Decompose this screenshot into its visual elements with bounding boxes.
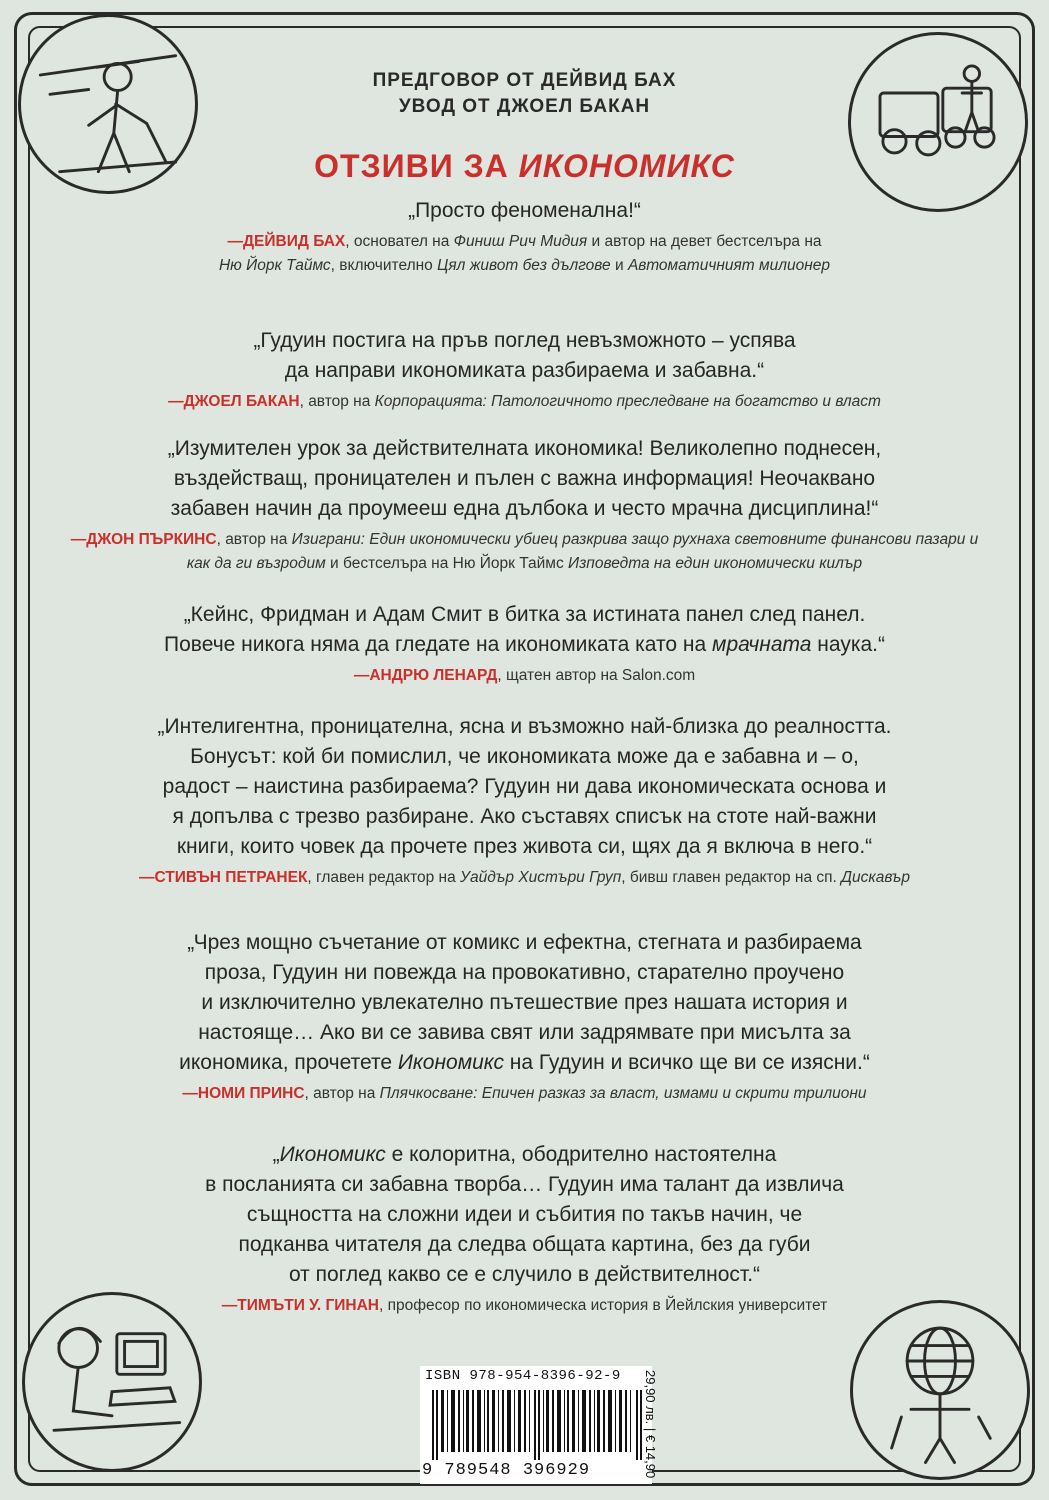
quote-text: „ (272, 1143, 280, 1166)
attr-text: , основател на (345, 233, 454, 250)
review-quote (0, 712, 1049, 862)
attr-title: Ню Йорк Таймс (218, 257, 331, 274)
quote-emphasis: мрачната (712, 633, 812, 656)
quote-text: наука.“ (811, 633, 885, 656)
attr-text: , автор на (299, 393, 375, 410)
reviews-heading (0, 148, 1049, 185)
quote-line: същността на сложни идеи и събития по такъв начин, че (246, 1203, 803, 1226)
quote-text: на Гудуин и всичко ще ви се изясни.“ (503, 1051, 870, 1074)
quote-text: Повече никога няма да гледате на икономиката като на (164, 633, 713, 656)
credits (0, 68, 1049, 120)
reviewer-name: —ТИМЪТИ У. ГИНАН (221, 1297, 379, 1314)
quote-line: в посланията си забавна творба… Гудуин има талант да извлича (205, 1173, 844, 1196)
review-attribution (0, 866, 1049, 890)
foreword-credit: ПРЕДГОВОР ОТ ДЕЙВИД БАХ (372, 70, 677, 91)
attr-title: Изповедта на един икономически килър (568, 555, 863, 572)
attr-text: и автор на девет бестселъра на (587, 233, 822, 250)
quote-line: „Гудуин постига на пръв поглед невъзможното – успява (253, 329, 796, 352)
quote-line: въздействащ, проницателен и пълен с важна информация! Неочаквано (173, 467, 876, 490)
reviewer-name: —ДЖОЕЛ БАКАН (168, 393, 300, 410)
attr-title: Плячкосване: Епичен разказ за власт, измами и скрити трилиони (379, 1085, 867, 1102)
review-quote (0, 600, 1049, 660)
attr-text: и бестселъра на Ню Йорк Таймс (325, 555, 568, 572)
attr-text: , включително (330, 257, 438, 274)
attr-title: Изиграни: Един икономически убиец разкрива защо рухнаха световните финансови пазари и (291, 531, 979, 548)
quote-line: от поглед какво се е случило в действителност.“ (288, 1263, 761, 1286)
review-attribution (0, 1082, 1049, 1106)
quote-line: „Изумителен урок за действителната икономика! Великолепно поднесен, (167, 437, 882, 460)
quote-text: е колоритна, ободрително настоятелна (385, 1143, 777, 1166)
review-quote (0, 1140, 1049, 1290)
review-prins (0, 928, 1049, 1106)
attr-text: , професор по икономическа история в Йейлския университет (378, 1297, 828, 1314)
quote-text: икономика, прочетете (179, 1051, 398, 1074)
quote-line: радост – наистина разбираема? Гудуин ни дава икономическата основа и (162, 775, 887, 798)
reviews-heading-prefix: ОТЗИВИ ЗА (314, 148, 519, 184)
reviewer-name: —АНДРЮ ЛЕНАРД (353, 667, 498, 684)
review-quote (0, 326, 1049, 386)
reviewer-name: —НОМИ ПРИНС (182, 1085, 305, 1102)
quote-line (0, 630, 1049, 660)
review-quote (0, 434, 1049, 524)
quote-line (0, 1140, 1049, 1170)
review-attribution (0, 390, 1049, 414)
vintage-cars-illustration (848, 32, 1028, 212)
quote-line: „Интелигентна, проницателна, ясна и възможно най-близка до реалността. (157, 715, 892, 738)
attr-text: , бивш главен редактор на сп. (621, 869, 842, 886)
review-attribution (0, 1294, 1049, 1318)
review-leonard (0, 600, 1049, 688)
quote-line: „Кейнс, Фридман и Адам Смит в битка за истината панел след панел. (183, 603, 866, 626)
quote-line: „Чрез мощно съчетание от комикс и ефектна, стегната и разбираема (187, 931, 862, 954)
review-attribution (0, 664, 1049, 688)
attr-title: Дискавър (841, 869, 911, 886)
attr-text: , автор на (216, 531, 292, 548)
reviewer-name: —ДЕЙВИД БАХ (227, 233, 346, 250)
quote-emphasis: Икономикс (397, 1051, 504, 1074)
barcode-digits: 9 789548 396929 (422, 1461, 591, 1480)
computer-woman-illustration (22, 1292, 202, 1472)
attr-text: , автор на (304, 1085, 380, 1102)
attr-text: , щатен автор на Salon.com (497, 667, 696, 684)
review-perkins (0, 434, 1049, 576)
review-attribution (0, 528, 1049, 576)
quote-line: проза, Гудуин ни повежда на провокативно, старателно проучено (204, 961, 845, 984)
attr-title: Автоматичният милионер (627, 257, 830, 274)
globe-character-illustration (850, 1300, 1030, 1480)
quote-line: Бонусът: кой би помислил, че икономиката може да е забавна и – о, (190, 745, 859, 768)
attr-title: Цял живот без дългове (437, 257, 611, 274)
attr-title: Финиш Рич Мидия (453, 233, 588, 250)
intro-credit: УВОД ОТ ДЖОЕЛ БАКАН (398, 96, 651, 117)
quote-line: я допълва с трезво разбиране. Ако съставях списък на стоте най-важни (172, 805, 877, 828)
quote-line: и изключително увлекателно пътешествие през нашата история и (201, 991, 848, 1014)
quote-emphasis: Икономикс (279, 1143, 386, 1166)
reviewer-name: —ДЖОН ПЪРКИНС (70, 531, 217, 548)
quote-line (0, 1048, 1049, 1078)
review-quote (0, 928, 1049, 1078)
review-bach (0, 196, 1049, 278)
quote-line: настояще… Ако ви се завива свят или задрямвате при мисълта за (198, 1021, 851, 1044)
isbn-label: ISBN 978-954-8396-92-9 (425, 1368, 621, 1384)
barcode-bars (432, 1390, 644, 1460)
review-attribution (0, 230, 1049, 278)
review-bakan (0, 326, 1049, 414)
price-label: 29,90 лв. | € 14,90 (643, 1370, 658, 1479)
quote-line: подканва читателя да следва общата картина, без да губи (238, 1233, 811, 1256)
quote-line: книги, които човек да прочете през живота си, щях да я включа в него.“ (176, 835, 873, 858)
reviews-heading-book: ИКОНОМИКС (518, 148, 735, 184)
attr-title: Корпорацията: Патологичното преследване на богатство и власт (374, 393, 881, 410)
attr-title: как да ги възродим (186, 555, 326, 572)
attr-text: , главен редактор на (307, 869, 461, 886)
attr-title: Уайдър Хистъри Груп (460, 869, 622, 886)
review-quote: „Просто феноменална!“ (408, 199, 641, 222)
attr-text: и (610, 257, 628, 274)
reviewer-name: —СТИВЪН ПЕТРАНЕК (138, 869, 308, 886)
review-guinnane (0, 1140, 1049, 1318)
review-petranek (0, 712, 1049, 890)
quote-line: да направи икономиката разбираема и забавна.“ (284, 359, 765, 382)
quote-line: забавен начин да проумееш една дълбока и често мрачна дисциплина!“ (170, 497, 879, 520)
